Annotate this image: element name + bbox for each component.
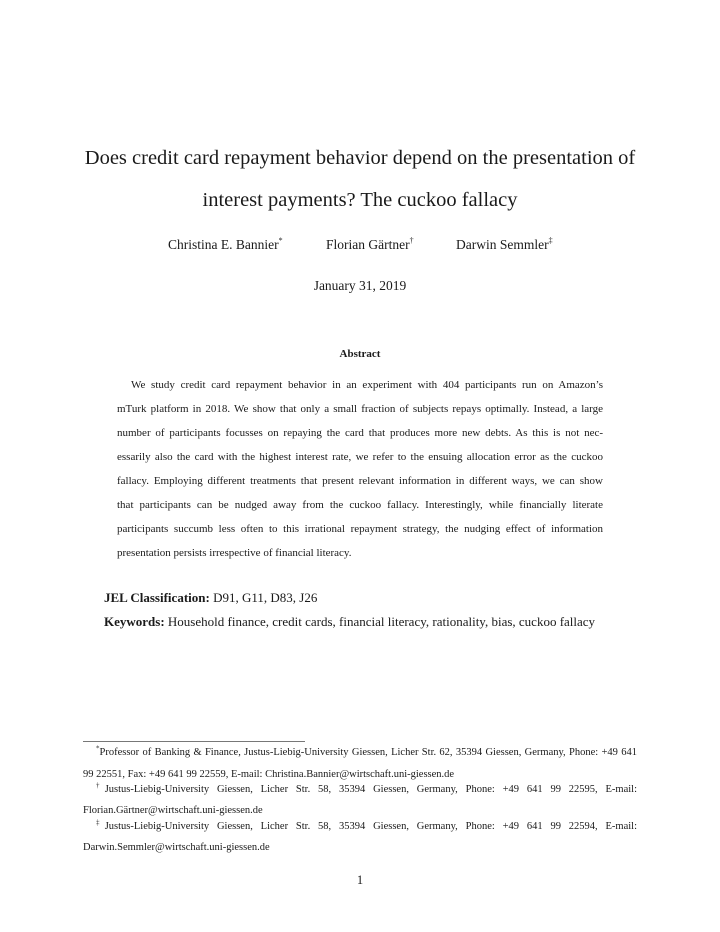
abstract-line: participants succumb less often to this irrational repayment strategy, the nudging effect of information [117, 523, 603, 535]
footnote-mark: * [96, 744, 100, 753]
footnote-mark: ‡ [96, 818, 105, 827]
paper-date: January 31, 2019 [313, 278, 407, 293]
jel-value: D91, G11, D83, J26 [213, 590, 318, 605]
footnote-1-line-2: 99 22551, Fax: +49 641 99 22559, E-mail: Christina.Bannier@wirtschaft.uni-giessen.de [83, 769, 455, 780]
author-name: Darwin Semmler [456, 237, 549, 252]
abstract-line: presentation persists irrespective of financial literacy. [117, 547, 352, 559]
abstract-line: number of participants focusses on repaying the card that produces more new debts. As this is not nec- [117, 427, 603, 439]
paper-title-line-1: Does credit card repayment behavior depend on the presentation of [84, 147, 636, 169]
author-footnote-mark: † [409, 235, 414, 245]
footnote-2-line-2: Florian.Gärtner@wirtschaft.uni-giessen.de [83, 805, 263, 816]
author-name: Christina E. Bannier [168, 237, 279, 252]
author-footnote-mark: * [278, 235, 283, 245]
footnote-text: Professor of Banking & Finance, Justus-Liebig-University Giessen, Licher Str. 62, 35394 Giessen, Germany, Phone: +49 641 [99, 747, 637, 758]
footnote-3-line-1 [96, 820, 637, 833]
footnote-3-line-2: Darwin.Semmler@wirtschaft.uni-giessen.de [83, 842, 270, 853]
footnote-2-line-1 [96, 783, 637, 796]
keywords [104, 614, 595, 630]
page-number: 1 [356, 873, 364, 887]
author-bannier [168, 237, 283, 253]
footnote-text: Justus-Liebig-University Giessen, Licher Str. 58, 35394 Giessen, Germany, Phone: +49 641 99 22594, E-mail: [104, 821, 637, 832]
jel-label: JEL Classification: [104, 590, 210, 605]
footnote-mark: † [96, 781, 105, 790]
abstract-line: that participants can be nudged away from the cuckoo fallacy. Interestingly, while financially literate [117, 499, 603, 511]
abstract-line: fallacy. Employing different treatments that present relevant information in different ways, we can show [117, 475, 603, 487]
author-name: Florian Gärtner [326, 237, 410, 252]
footnote-1-line-1 [96, 746, 637, 759]
author-footnote-mark: ‡ [548, 235, 553, 245]
abstract-line: We study credit card repayment behavior in an experiment with 404 participants run on Amazon’s [131, 379, 603, 391]
jel-classification [104, 590, 317, 606]
keywords-label: Keywords: [104, 614, 165, 629]
keywords-value: Household finance, credit cards, financial literacy, rationality, bias, cuckoo fallacy [167, 614, 596, 629]
footnote-text: Justus-Liebig-University Giessen, Licher Str. 58, 35394 Giessen, Germany, Phone: +49 641 99 22595, E-mail: [104, 784, 637, 795]
author-gaertner [326, 237, 414, 253]
author-semmler [456, 237, 553, 253]
footnote-divider [83, 741, 305, 742]
abstract-line: mTurk platform in 2018. We show that only a small fraction of subjects repays optimally. Instead, a large [117, 403, 603, 415]
author-list [0, 237, 720, 257]
abstract-heading: Abstract [339, 348, 381, 360]
abstract-line: essarily also the card with the highest interest rate, we refer to the ensuing allocation error as the cuckoo [117, 451, 603, 463]
paper-title-line-2: interest payments? The cuckoo fallacy [202, 189, 518, 211]
